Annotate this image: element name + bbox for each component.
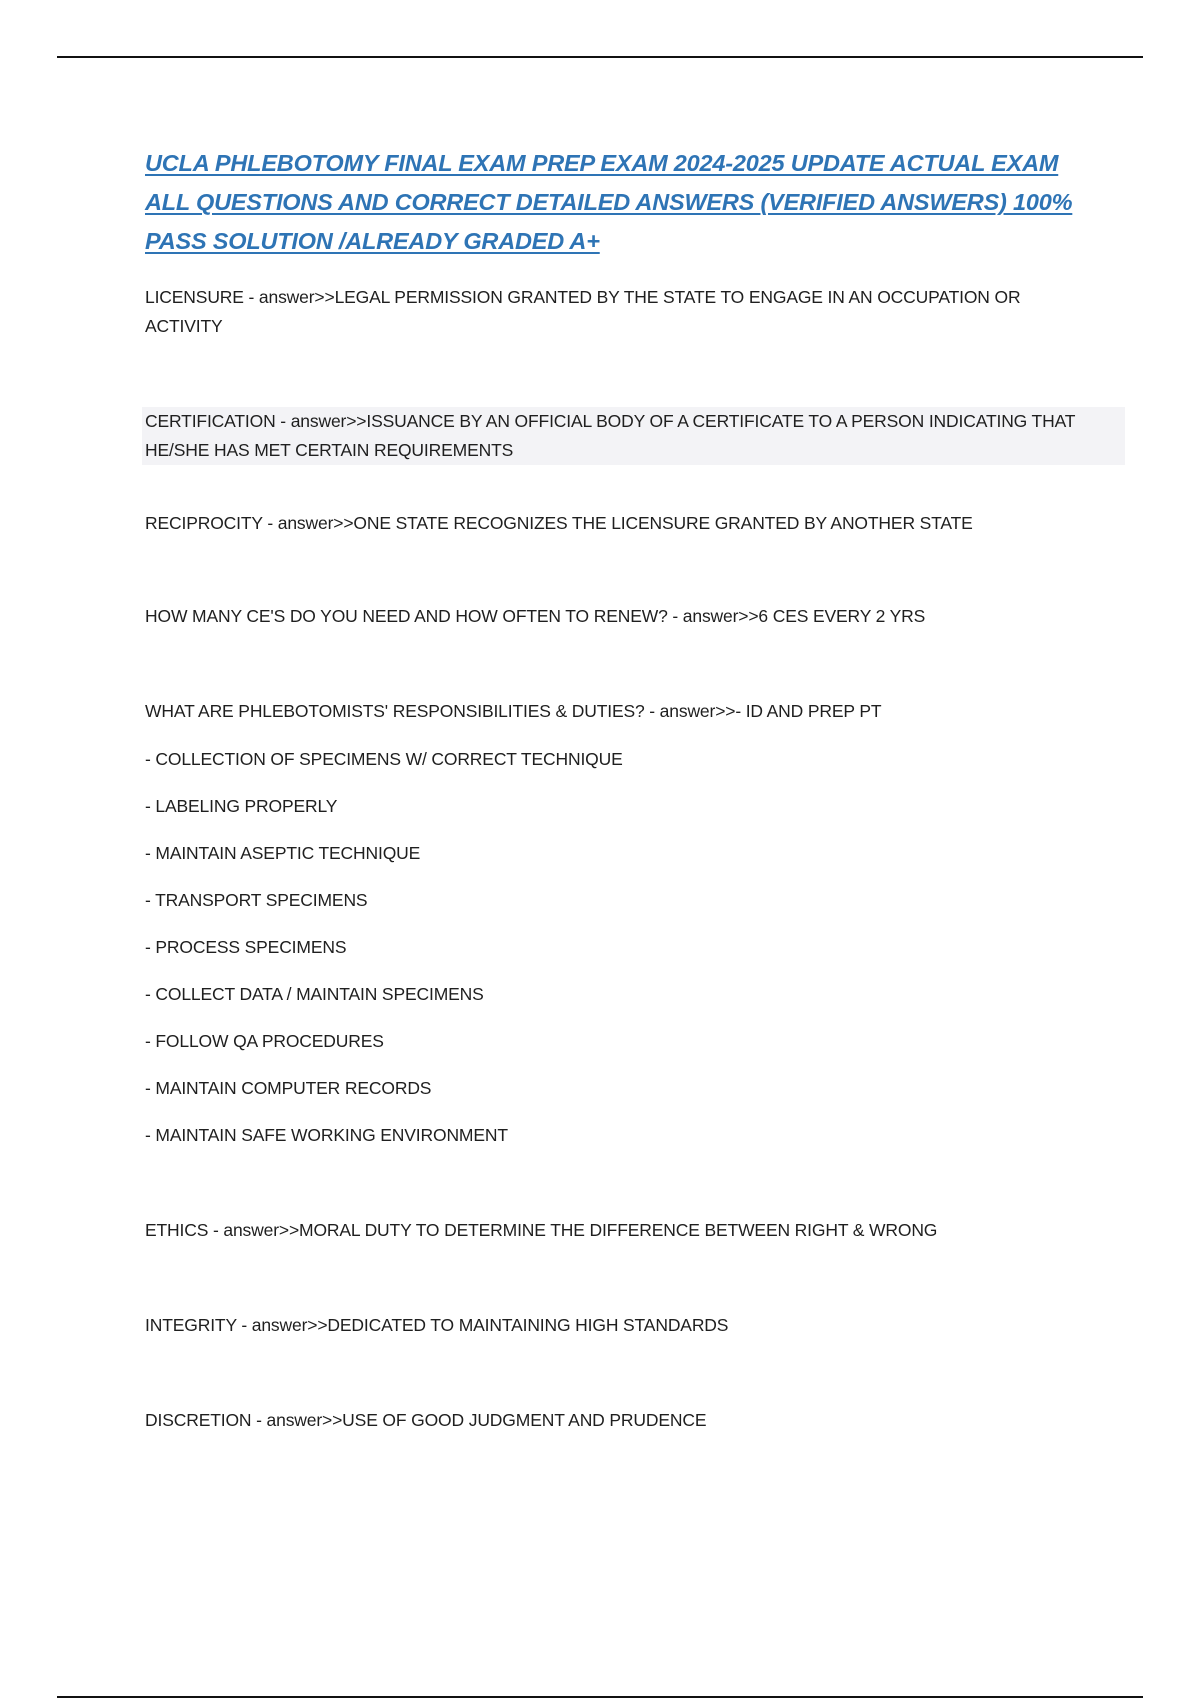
list-item: - TRANSPORT SPECIMENS bbox=[145, 890, 368, 910]
qa-entry-integrity: INTEGRITY - answer>>DEDICATED TO MAINTAINING HIGH STANDARDS bbox=[145, 1315, 729, 1335]
qa-entry-reciprocity: RECIPROCITY - answer>>ONE STATE RECOGNIZES THE LICENSURE GRANTED BY ANOTHER STATE bbox=[145, 513, 973, 533]
document-title: UCLA PHLEBOTOMY FINAL EXAM PREP EXAM 2024-2025 UPDATE ACTUAL EXAM ALL QUESTIONS AND CORRECT DETAILED ANSWERS (VERIFIED ANSWERS) 100% PASS SOLUTION /ALREADY GRADED A+ bbox=[145, 150, 1073, 254]
document-body bbox=[145, 144, 1095, 1435]
qa-entry-discretion: DISCRETION - answer>>USE OF GOOD JUDGMENT AND PRUDENCE bbox=[145, 1410, 707, 1430]
top-rule bbox=[57, 56, 1143, 58]
duties-list bbox=[145, 745, 1095, 1150]
qa-entry-certification: CERTIFICATION - answer>>ISSUANCE BY AN OFFICIAL BODY OF A CERTIFICATE TO A PERSON INDICATING THAT HE/SHE HAS MET CERTAIN REQUIREMENTS bbox=[142, 407, 1125, 465]
qa-entry-ces: HOW MANY CE'S DO YOU NEED AND HOW OFTEN TO RENEW? - answer>>6 CES EVERY 2 YRS bbox=[145, 606, 926, 626]
qa-entry-licensure: LICENSURE - answer>>LEGAL PERMISSION GRANTED BY THE STATE TO ENGAGE IN AN OCCUPATION OR ACTIVITY bbox=[145, 287, 1021, 336]
list-item: - MAINTAIN COMPUTER RECORDS bbox=[145, 1078, 432, 1098]
bottom-rule bbox=[57, 1696, 1143, 1698]
list-item: - COLLECT DATA / MAINTAIN SPECIMENS bbox=[145, 984, 484, 1004]
list-item: - LABELING PROPERLY bbox=[145, 796, 338, 816]
list-item: - COLLECTION OF SPECIMENS W/ CORRECT TECHNIQUE bbox=[145, 749, 623, 769]
list-item: - FOLLOW QA PROCEDURES bbox=[145, 1031, 384, 1051]
qa-entry-ethics: ETHICS - answer>>MORAL DUTY TO DETERMINE THE DIFFERENCE BETWEEN RIGHT & WRONG bbox=[145, 1220, 938, 1240]
list-item: - MAINTAIN SAFE WORKING ENVIRONMENT bbox=[145, 1125, 508, 1145]
list-item: - MAINTAIN ASEPTIC TECHNIQUE bbox=[145, 843, 421, 863]
qa-entry-responsibilities: WHAT ARE PHLEBOTOMISTS' RESPONSIBILITIES & DUTIES? - answer>>- ID AND PREP PT bbox=[145, 701, 882, 721]
list-item: - PROCESS SPECIMENS bbox=[145, 937, 347, 957]
